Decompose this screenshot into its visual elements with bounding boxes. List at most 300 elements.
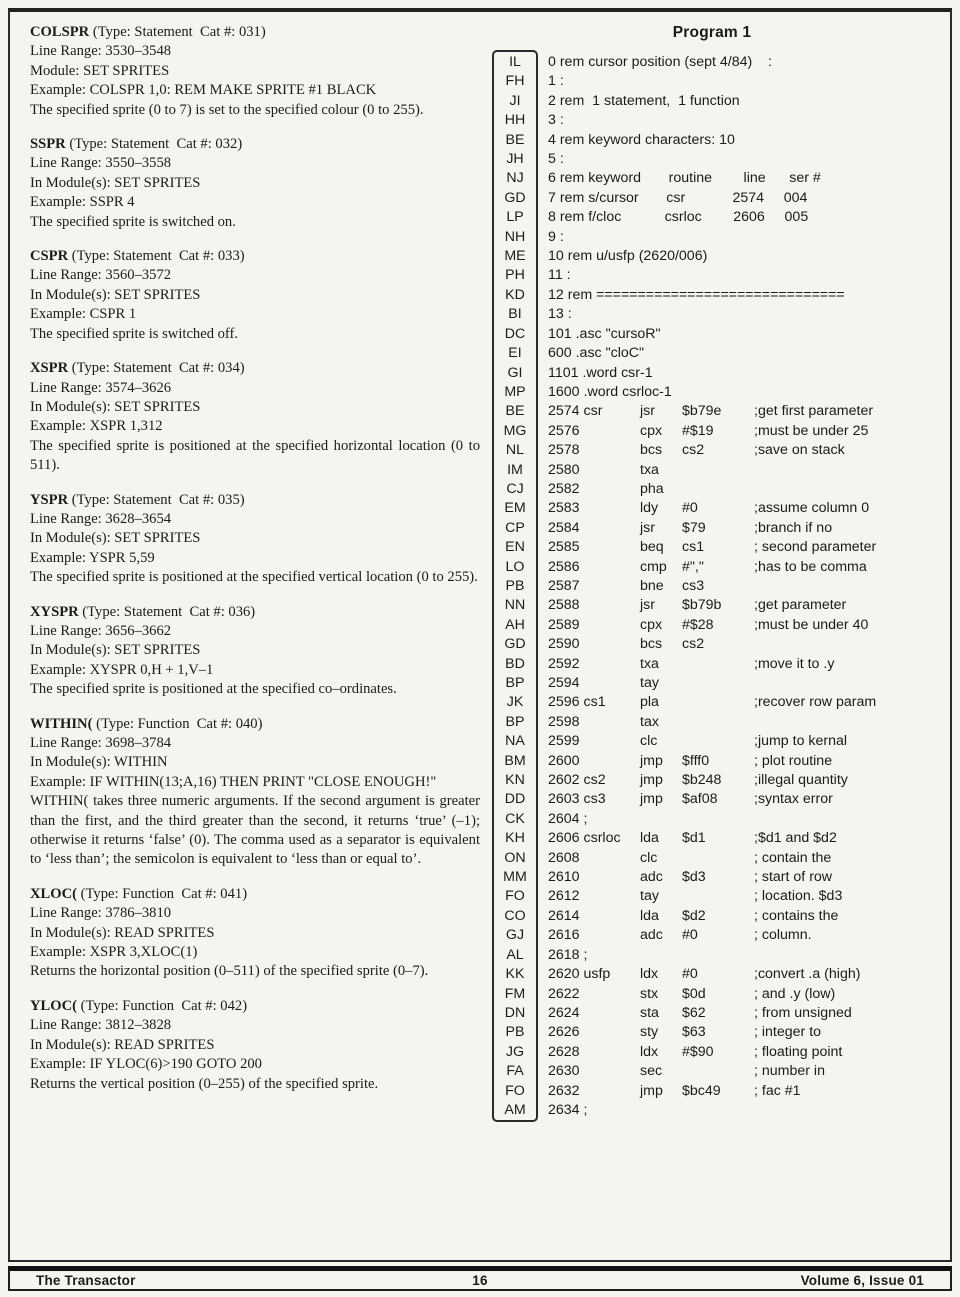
checksum-code: JI: [509, 92, 521, 109]
checksum-code: BM: [504, 752, 526, 769]
listing-row: [492, 713, 932, 732]
checksum-code: KN: [505, 772, 525, 789]
checksum-code: HH: [504, 112, 526, 129]
code-opcode: bne: [640, 577, 664, 594]
command-heading: [30, 603, 480, 622]
command-description: The specified sprite (0 to 7) is set to the specified colour (0 to 255).: [30, 101, 424, 118]
code-line: [548, 1082, 932, 1101]
command-meta: (Type: Function Cat #: 041): [77, 885, 248, 902]
command-meta: (Type: Function Cat #: 042): [77, 997, 248, 1014]
code-line: [548, 868, 932, 887]
command-section: [30, 603, 480, 700]
code-opcode: adc: [640, 869, 663, 886]
code-text: 6 rem keyword routine line ser #: [548, 170, 821, 187]
code-label: 2574 csr: [548, 403, 603, 420]
checksum-code: GI: [507, 364, 523, 381]
code-opcode: bcs: [640, 442, 663, 459]
command-section: [30, 491, 480, 588]
command-detail-line: Example: XSPR 3,XLOC(1): [30, 944, 198, 961]
code-opcode: clc: [640, 849, 658, 866]
command-detail-line: In Module(s): SET SPRITES: [30, 286, 201, 303]
listing-row: [492, 92, 932, 111]
command-name: SSPR: [30, 136, 66, 153]
reference-column: [30, 23, 480, 1260]
code-opcode: lda: [640, 830, 659, 847]
command-meta: (Type: Statement Cat #: 032): [65, 136, 243, 153]
code-opcode: adc: [640, 927, 663, 944]
listing-row: [492, 596, 932, 615]
command-detail-line: Line Range: 3786–3810: [30, 905, 172, 922]
checksum-code: CK: [505, 810, 525, 827]
command-detail-line: Example: CSPR 1: [30, 306, 137, 323]
checksum-code: NA: [505, 733, 525, 750]
program-title: Program 1: [672, 24, 752, 41]
command-details: [30, 379, 480, 437]
command-section: [30, 247, 480, 344]
code-comment: ; plot routine: [754, 752, 833, 769]
command-name: XSPR: [30, 360, 69, 377]
code-line: [548, 208, 932, 227]
code-comment: ;save on stack: [754, 442, 845, 459]
code-line: [548, 131, 932, 150]
code-line: [548, 247, 932, 266]
checksum-code: BE: [505, 131, 525, 148]
command-section: [30, 715, 480, 870]
command-details: [30, 734, 480, 792]
program-listing: [492, 53, 932, 1120]
command-details: [30, 622, 480, 680]
code-line: [548, 519, 932, 538]
checksum-code: NN: [504, 597, 526, 614]
command-section: [30, 885, 480, 982]
code-comment: ;get parameter: [754, 597, 847, 614]
code-label: 2594: [548, 675, 580, 691]
code-text: 4 rem keyword characters: 10: [548, 131, 735, 148]
checksum-code: MP: [504, 383, 526, 400]
footer: [8, 1266, 952, 1291]
code-text: 8 rem f/cloc csrloc 2606 005: [548, 209, 809, 226]
listing-row: [492, 228, 932, 247]
listing-row: [492, 383, 932, 402]
checksum-code: FO: [505, 1082, 525, 1099]
code-comment: ;get first parameter: [754, 403, 874, 420]
code-operand: [682, 732, 754, 751]
code-opcode: tax: [640, 713, 659, 730]
command-detail-line: Line Range: 3628–3654: [30, 510, 172, 527]
command-heading: [30, 997, 480, 1016]
code-opcode: ldx: [640, 1043, 659, 1060]
listing-row: [492, 305, 932, 324]
listing-row: [492, 538, 932, 557]
code-label: 2599: [548, 733, 580, 750]
code-comment: ; column.: [754, 927, 812, 944]
code-operand: $0d: [682, 985, 706, 1002]
checksum-code: JK: [506, 694, 524, 711]
code-comment: ; contains the: [754, 907, 839, 924]
code-label: 2578: [548, 442, 580, 459]
checksum-code: ON: [504, 849, 526, 866]
listing-row: [492, 752, 932, 771]
code-line: [548, 558, 932, 577]
checksum-code: PB: [505, 577, 525, 594]
command-description: The specified sprite is positioned at the specified vertical location (0 to 255).: [30, 569, 478, 586]
code-opcode: jsr: [640, 519, 655, 536]
code-line: [548, 965, 932, 984]
listing-row: [492, 150, 932, 169]
code-line: [548, 771, 932, 790]
code-label: 2582: [548, 480, 580, 497]
footer-issue: Volume 6, Issue 01: [800, 1272, 924, 1288]
code-comment: ; and .y (low): [754, 985, 836, 1002]
listing-row: [492, 208, 932, 227]
code-opcode: clc: [640, 733, 658, 750]
checksum-code: LP: [506, 209, 524, 226]
checksum-code: GD: [504, 189, 526, 206]
code-label: 2598: [548, 713, 580, 730]
code-opcode: cpx: [640, 422, 663, 439]
checksum-code: FH: [505, 73, 525, 90]
command-detail-line: Example: XSPR 1,312: [30, 418, 163, 435]
listing-row: [492, 849, 932, 868]
checksum-code: CP: [505, 519, 525, 536]
code-text: 3 :: [548, 112, 564, 129]
code-opcode: stx: [640, 985, 659, 1002]
command-detail-line: In Module(s): SET SPRITES: [30, 530, 201, 547]
listing-row: [492, 635, 932, 654]
code-comment: ; integer to: [754, 1024, 822, 1041]
command-section: [30, 359, 480, 475]
checksum-code: FA: [506, 1063, 524, 1080]
listing-row: [492, 344, 932, 363]
code-operand: [682, 461, 754, 480]
checksum-code: KH: [505, 830, 525, 847]
code-operand: #$90: [682, 1043, 714, 1060]
code-text: 10 rem u/usfp (2620/006): [548, 248, 708, 265]
listing-row: [492, 771, 932, 790]
command-detail-line: Example: COLSPR 1,0: REM MAKE SPRITE #1 BLACK: [30, 82, 377, 99]
code-opcode: lda: [640, 907, 659, 924]
code-comment: ; second parameter: [754, 539, 877, 556]
checksum-code: NJ: [506, 170, 524, 187]
code-text: 2604 ;: [548, 810, 588, 827]
code-operand: $af08: [682, 791, 718, 808]
code-operand: $d3: [682, 869, 706, 886]
code-label: 2612: [548, 888, 580, 905]
code-operand: cs2: [682, 636, 705, 653]
listing-row: [492, 422, 932, 441]
code-comment: ;convert .a (high): [754, 966, 861, 983]
checksum-code: AM: [504, 1101, 526, 1118]
checksum-code: JG: [505, 1043, 525, 1060]
checksum-code: AL: [506, 946, 524, 963]
code-comment: [754, 674, 932, 693]
code-text: 7 rem s/cursor csr 2574 004: [548, 189, 808, 206]
code-comment: ;move it to .y: [754, 655, 835, 672]
code-opcode: cpx: [640, 616, 663, 633]
code-label: 2592: [548, 655, 580, 672]
command-name: XLOC(: [30, 885, 78, 902]
code-line: [548, 111, 932, 130]
checksum-code: KK: [505, 966, 525, 983]
code-line: [548, 732, 932, 751]
command-details: [30, 266, 480, 324]
program-column: [492, 23, 932, 1260]
code-operand: [682, 713, 754, 732]
checksum-code: BP: [505, 675, 525, 691]
code-line: [548, 461, 932, 480]
command-section: [30, 997, 480, 1094]
code-text: 1 :: [548, 73, 564, 90]
listing-row: [492, 829, 932, 848]
checksum-code: IM: [507, 461, 523, 478]
code-operand: cs1: [682, 539, 705, 556]
code-comment: ;illegal quantity: [754, 772, 848, 789]
command-name: YLOC(: [30, 997, 78, 1014]
checksum-code: CJ: [506, 480, 524, 497]
command-meta: (Type: Function Cat #: 040): [92, 715, 263, 732]
code-line: [548, 635, 932, 654]
code-comment: ;jump to kernal: [754, 733, 848, 750]
command-meta: (Type: Statement Cat #: 034): [68, 360, 245, 377]
command-heading: [30, 715, 480, 734]
checksum-code: ME: [504, 248, 526, 265]
code-label: 2626: [548, 1024, 580, 1041]
code-text: 9 :: [548, 228, 564, 245]
code-line: [548, 985, 932, 1004]
checksum-code: DD: [504, 791, 526, 808]
code-operand: $fff0: [682, 752, 710, 769]
code-opcode: bcs: [640, 636, 663, 653]
code-label: 2600: [548, 752, 580, 769]
code-text: 12 rem ==============================: [548, 286, 845, 303]
listing-row: [492, 887, 932, 906]
checksum-code: JH: [506, 151, 524, 168]
code-operand: [682, 674, 754, 693]
command-meta: (Type: Statement Cat #: 035): [68, 491, 245, 508]
code-comment: ;$d1 and $d2: [754, 830, 837, 847]
command-detail-line: Module: SET SPRITES: [30, 62, 170, 79]
listing-row: [492, 247, 932, 266]
code-line: [548, 790, 932, 809]
code-line: [548, 1101, 932, 1120]
command-detail-line: In Module(s): WITHIN: [30, 754, 168, 771]
checksum-code: NH: [504, 228, 526, 245]
checksum-code: FM: [504, 985, 526, 1002]
footer-page-number: 16: [472, 1272, 488, 1288]
code-opcode: txa: [640, 461, 659, 478]
code-line: [548, 616, 932, 635]
command-description: The specified sprite is positioned at the specified co–ordinates.: [30, 681, 397, 698]
checksum-code: MG: [503, 422, 527, 439]
command-detail-line: In Module(s): READ SPRITES: [30, 1036, 215, 1053]
checksum-code: GD: [504, 636, 526, 653]
command-name: XYSPR: [30, 603, 79, 620]
listing-row: [492, 1043, 932, 1062]
listing-row: [492, 1082, 932, 1101]
code-comment: ; floating point: [754, 1043, 843, 1060]
checksum-code: BI: [508, 306, 522, 323]
code-comment: [754, 713, 932, 732]
code-label: 2576: [548, 422, 580, 439]
code-operand: cs3: [682, 577, 705, 594]
listing-row: [492, 266, 932, 285]
checksum-code: MM: [503, 869, 527, 886]
code-opcode: txa: [640, 655, 659, 672]
listing-row: [492, 72, 932, 91]
code-label: 2620 usfp: [548, 966, 611, 983]
code-line: [548, 402, 932, 421]
code-comment: [754, 635, 932, 654]
code-label: 2588: [548, 597, 580, 614]
code-label: 2580: [548, 461, 580, 478]
command-description: Returns the horizontal position (0–511) of the specified sprite (0–7).: [30, 963, 429, 980]
code-operand: $63: [682, 1024, 706, 1041]
command-details: [30, 904, 480, 962]
command-details: [30, 510, 480, 568]
code-line: [548, 53, 932, 72]
listing-row: [492, 985, 932, 1004]
code-line: [548, 480, 932, 499]
code-label: 2589: [548, 616, 580, 633]
code-operand: #0: [682, 927, 698, 944]
code-operand: [682, 655, 754, 674]
listing-row: [492, 810, 932, 829]
code-operand: $bc49: [682, 1082, 721, 1099]
code-line: [548, 286, 932, 305]
checksum-code: BP: [505, 713, 525, 730]
code-opcode: jsr: [640, 403, 655, 420]
code-comment: ;recover row param: [754, 694, 877, 711]
code-line: [548, 713, 932, 732]
code-line: [548, 92, 932, 111]
code-operand: $79: [682, 519, 706, 536]
code-comment: ;must be under 25: [754, 422, 869, 439]
code-line: [548, 266, 932, 285]
command-heading: [30, 491, 480, 510]
code-comment: ; fac #1: [754, 1082, 801, 1099]
code-label: 2616: [548, 927, 580, 944]
listing-row: [492, 616, 932, 635]
listing-row: [492, 402, 932, 421]
command-detail-line: Line Range: 3560–3572: [30, 267, 172, 284]
command-details: [30, 42, 480, 100]
code-label: 2628: [548, 1043, 580, 1060]
code-opcode: jmp: [640, 1082, 663, 1099]
code-label: 2583: [548, 500, 580, 517]
code-operand: [682, 849, 754, 868]
command-detail-line: Line Range: 3656–3662: [30, 622, 172, 639]
code-opcode: beq: [640, 539, 664, 556]
code-comment: ; number in: [754, 1063, 825, 1080]
code-label: 2630: [548, 1063, 580, 1080]
checksum-code: NL: [505, 442, 525, 459]
code-text: 5 :: [548, 151, 564, 168]
code-text: 600 .asc "cloC": [548, 345, 645, 362]
command-heading: [30, 359, 480, 378]
code-label: 2587: [548, 577, 580, 594]
code-line: [548, 150, 932, 169]
code-operand: $b79e: [682, 403, 722, 420]
code-line: [548, 344, 932, 363]
code-operand: $b248: [682, 772, 722, 789]
code-label: 2608: [548, 849, 580, 866]
listing-row: [492, 1023, 932, 1042]
listing-row: [492, 1004, 932, 1023]
code-comment: [754, 461, 932, 480]
checksum-code: PB: [505, 1024, 525, 1041]
listing-row: [492, 790, 932, 809]
code-text: 2618 ;: [548, 946, 588, 963]
checksum-code: AH: [505, 616, 525, 633]
code-line: [548, 810, 932, 829]
code-operand: #0: [682, 966, 698, 983]
listing-row: [492, 111, 932, 130]
listing-row: [492, 693, 932, 712]
code-line: [548, 169, 932, 188]
code-line: [548, 674, 932, 693]
command-detail-line: Line Range: 3530–3548: [30, 43, 172, 60]
command-details: [30, 154, 480, 212]
listing-row: [492, 732, 932, 751]
checksum-code: GJ: [505, 927, 525, 944]
checksum-code: PH: [505, 267, 525, 284]
command-detail-line: Line Range: 3550–3558: [30, 155, 172, 172]
content-box: [8, 8, 952, 1262]
checksum-code: IL: [509, 54, 521, 70]
command-name: WITHIN(: [30, 715, 93, 732]
code-line: [548, 926, 932, 945]
listing-row: [492, 131, 932, 150]
code-text: 1600 .word csrloc-1: [548, 383, 672, 400]
code-operand: cs2: [682, 442, 705, 459]
code-text: 13 :: [548, 306, 572, 323]
code-label: 2610: [548, 869, 580, 886]
code-line: [548, 849, 932, 868]
command-description: The specified sprite is switched off.: [30, 325, 239, 342]
code-opcode: cmp: [640, 558, 667, 575]
listing-row: [492, 577, 932, 596]
code-operand: $d1: [682, 830, 706, 847]
checksum-code: BD: [505, 655, 525, 672]
command-section: [30, 23, 480, 120]
code-line: [548, 538, 932, 557]
checksum-code: DN: [504, 1004, 526, 1021]
code-label: 2584: [548, 519, 580, 536]
code-label: 2585: [548, 539, 580, 556]
code-label: 2606 csrloc: [548, 830, 621, 847]
code-label: 2622: [548, 985, 580, 1002]
command-detail-line: Example: IF YLOC(6)>190 GOTO 200: [30, 1056, 262, 1073]
code-opcode: ldx: [640, 966, 659, 983]
code-line: [548, 228, 932, 247]
command-description: Returns the vertical position (0–255) of the specified sprite.: [30, 1075, 379, 1092]
command-description: The specified sprite is positioned at the specified horizontal location (0 to 511).: [30, 437, 480, 474]
code-line: [548, 577, 932, 596]
listing-row: [492, 907, 932, 926]
listing-row: [492, 926, 932, 945]
code-label: 2614: [548, 907, 580, 924]
code-line: [548, 325, 932, 344]
code-comment: ; contain the: [754, 849, 832, 866]
code-line: [548, 1043, 932, 1062]
checksum-code: BE: [505, 403, 525, 420]
checksum-code: DC: [504, 325, 526, 342]
command-name: CSPR: [30, 248, 69, 265]
code-label: 2596 cs1: [548, 694, 606, 711]
command-details: [30, 1016, 480, 1074]
code-opcode: tay: [640, 888, 659, 905]
listing-row: [492, 674, 932, 693]
